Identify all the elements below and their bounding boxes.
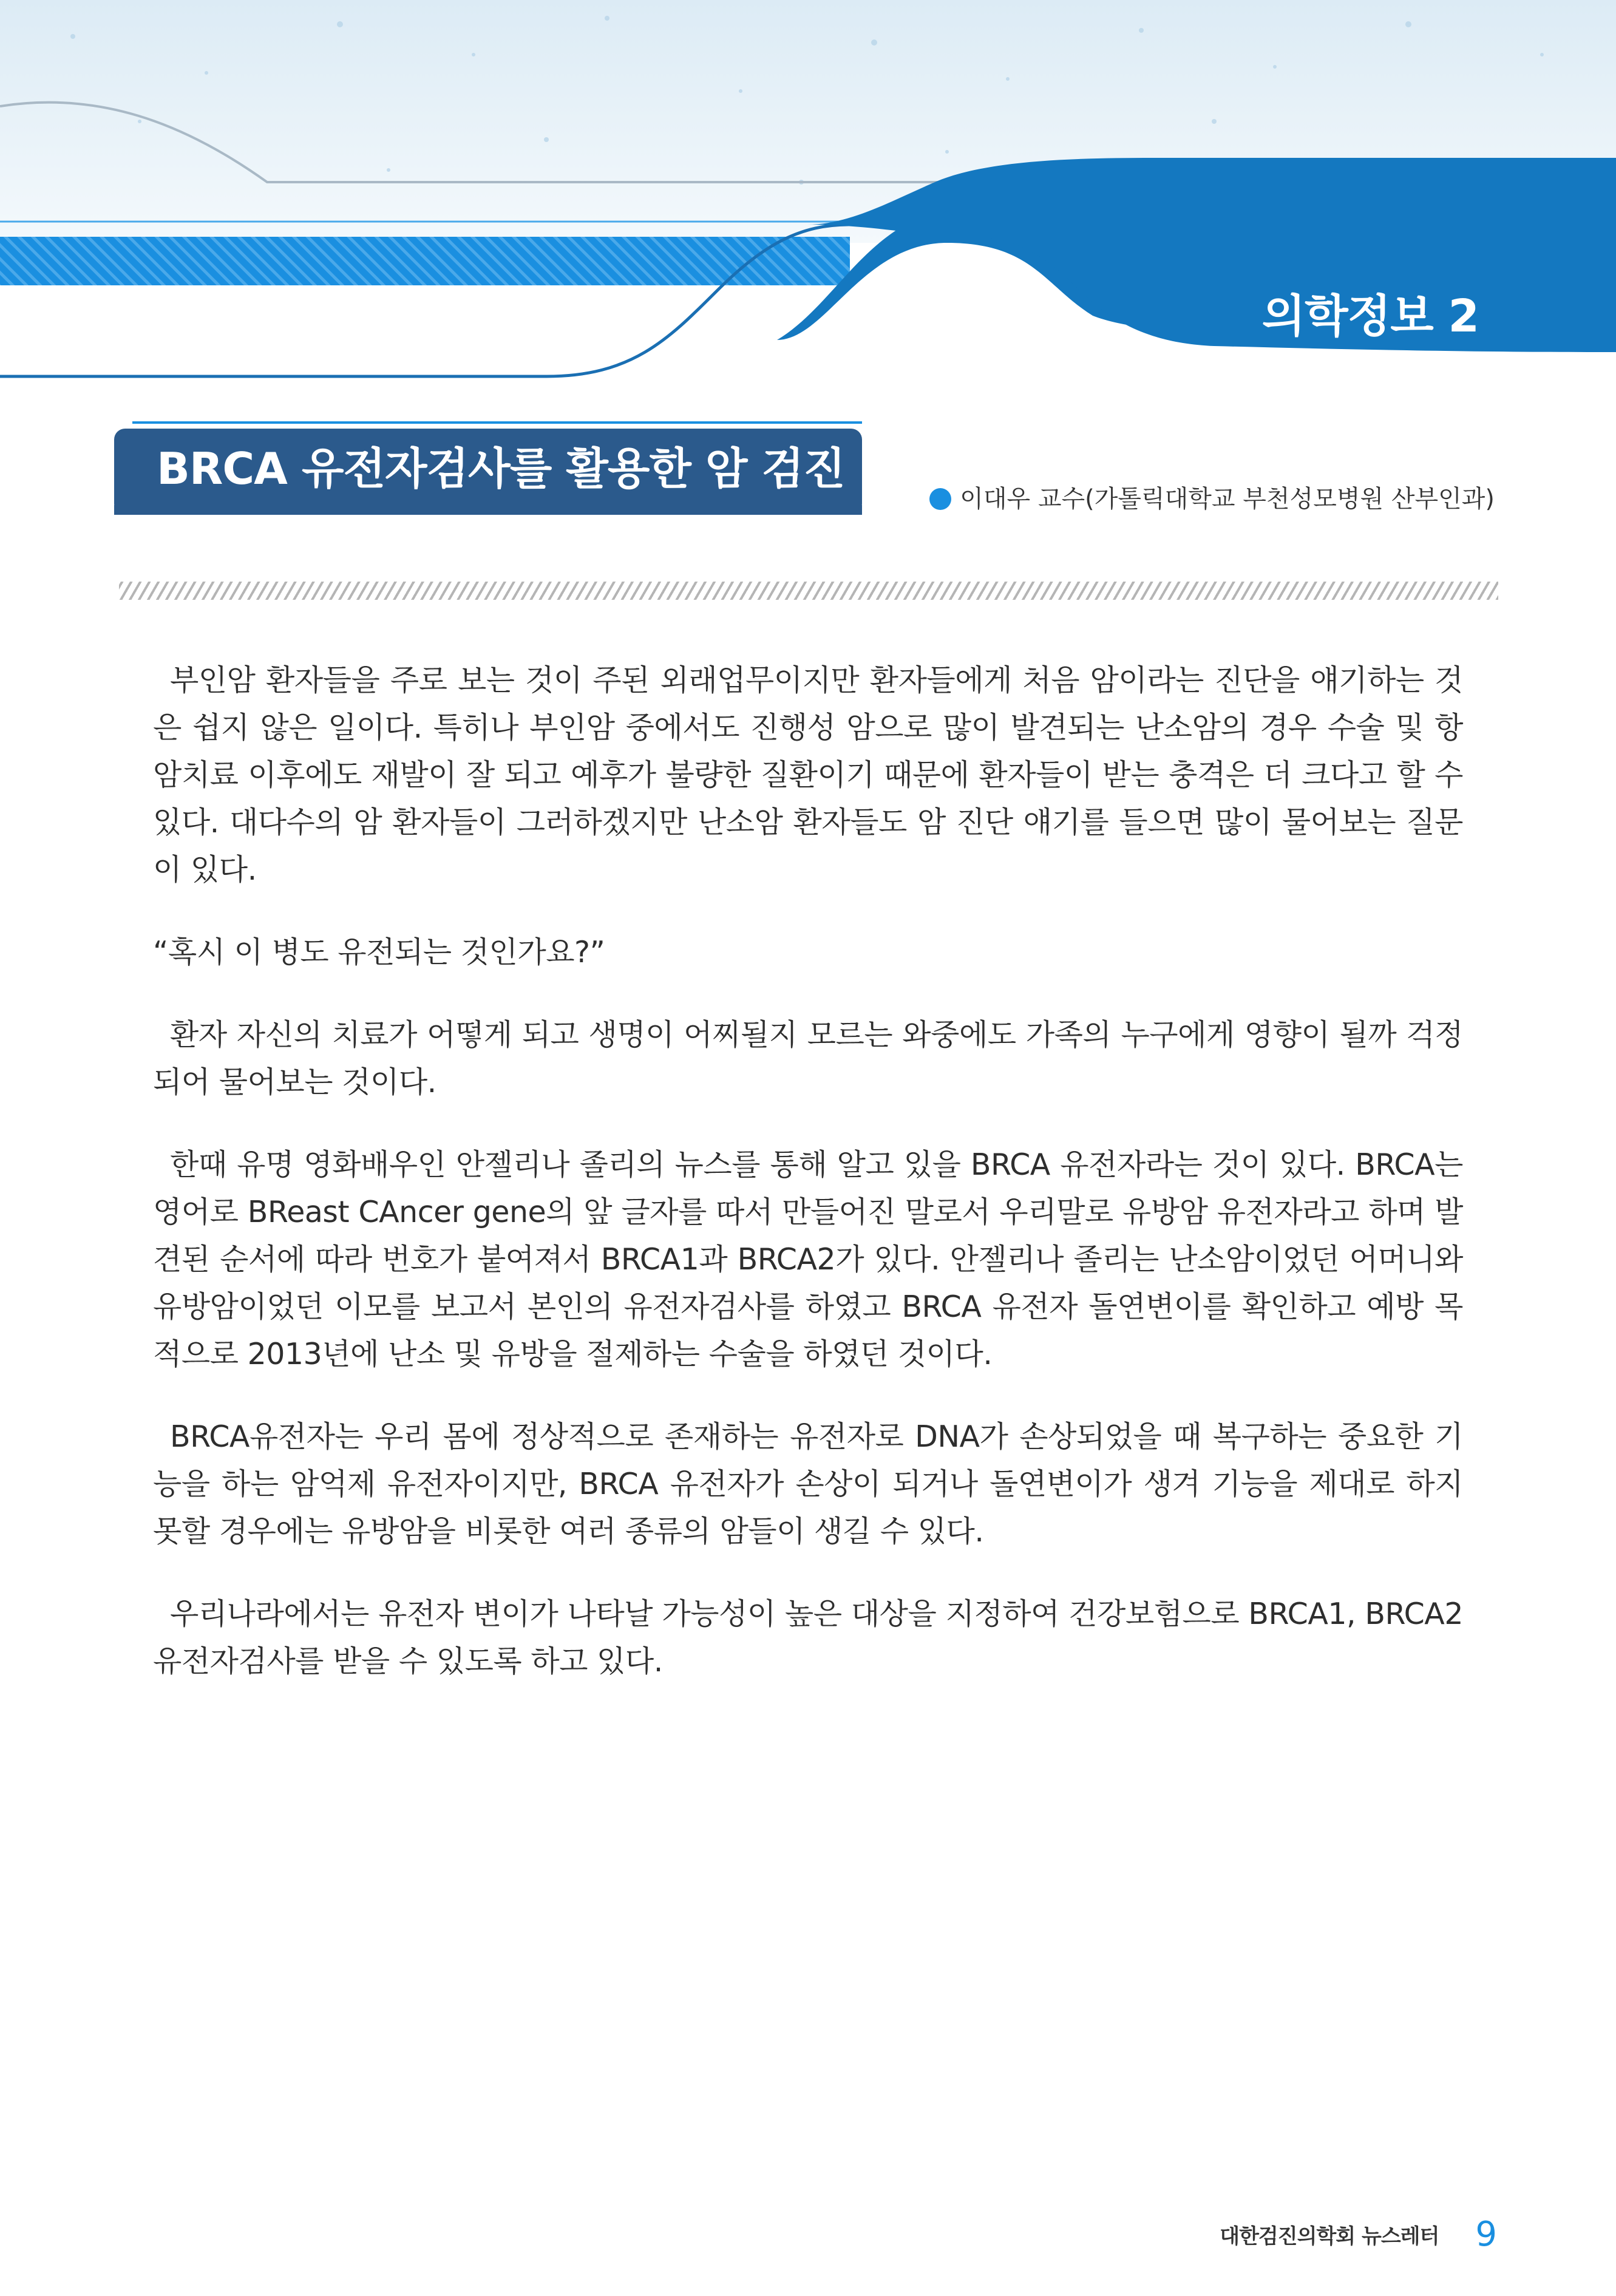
page-footer	[1220, 2210, 1497, 2258]
article-body	[153, 657, 1463, 1720]
author-line	[929, 481, 1495, 517]
paragraph: 환자 자신의 치료가 어떻게 되고 생명이 어찌될지 모르는 와중에도 가족의 누구에게 영향이 될까 걱정되어 물어보는 것이다.	[153, 1017, 1463, 1099]
publication-name: 대한검진의학회 뉴스레터	[1220, 2224, 1439, 2249]
bullet-icon	[929, 488, 951, 510]
article-title-box	[114, 420, 862, 515]
article-title: BRCA 유전자검사를 활용한 암 검진	[157, 443, 845, 494]
divider-hatch	[119, 582, 1498, 600]
paragraph: 부인암 환자들을 주로 보는 것이 주된 외래업무이지만 환자들에게 처음 암이라는 진단을 얘기하는 것은 쉽지 않은 일이다. 특히나 부인암 중에서도 진행성 암으로 많이 발견되는 난소암의 경우 수술 및 항암치료 이후에도 재발이 잘 되고 예후가 불량한 질환이기 때문에 환자들이 받는 충격은 더 크다고 할 수 있다. 대다수의 암 환자들이 그러하겠지만 난소암 환자들도 암 진단 얘기를 들으면 많이 물어보는 질문이 있다.	[153, 663, 1463, 887]
page-number: 9	[1475, 2214, 1497, 2254]
author-name: 이대우 교수(가톨릭대학교 부천성모병원 산부인과)	[960, 485, 1495, 513]
paragraph-quote: “혹시 이 병도 유전되는 것인가요?”	[153, 935, 605, 970]
section-label: 의학정보 2	[1261, 290, 1479, 342]
paragraph: 우리나라에서는 유전자 변이가 나타날 가능성이 높은 대상을 지정하여 건강보험으로 BRCA1, BRCA2 유전자검사를 받을 수 있도록 하고 있다.	[153, 1597, 1463, 1679]
paragraph: 한때 유명 영화배우인 안젤리나 졸리의 뉴스를 통해 알고 있을 BRCA 유전자라는 것이 있다. BRCA는 영어로 BReast CAncer gene의 앞 글자를 따서 만들어진 말로서 우리말로 유방암 유전자라고 하며 발견된 순서에 따라 번호가 붙여져서 BRCA1과 BRCA2가 있다. 안젤리나 졸리는 난소암이었던 어머니와 유방암이었던 이모를 보고서 본인의 유전자검사를 하였고 BRCA 유전자 돌연변이를 확인하고 예방 목적으로 2013년에 난소 및 유방을 절제하는 수술을 하였던 것이다.	[153, 1147, 1463, 1371]
paragraph: BRCA유전자는 우리 몸에 정상적으로 존재하는 유전자로 DNA가 손상되었을 때 복구하는 중요한 기능을 하는 암억제 유전자이지만, BRCA 유전자가 손상이 되거나 돌연변이가 생겨 기능을 제대로 하지 못할 경우에는 유방암을 비롯한 여러 종류의 암들이 생길 수 있다.	[153, 1419, 1463, 1549]
